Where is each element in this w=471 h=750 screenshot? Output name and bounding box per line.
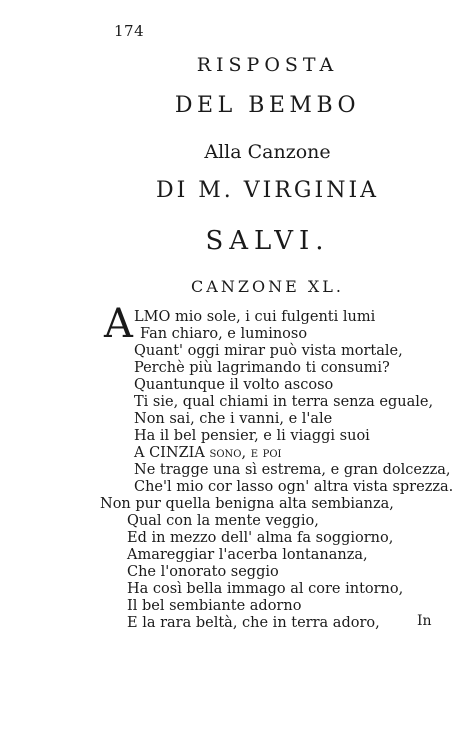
title-line-4: DI M. VIRGINIA (155, 178, 380, 203)
poem-line: Perchè più lagrimando ti consumi? (134, 360, 390, 376)
poem-line: Che l'onorato seggio (127, 564, 279, 580)
poem-line: Quantunque il volto ascoso (134, 377, 334, 393)
poem-line: Qual con la mente veggio, (127, 513, 319, 529)
poem-line: Ed in mezzo dell' alma fa soggiorno, (127, 530, 394, 546)
poem-line: Ha il bel pensier, e li viaggi suoi (134, 428, 370, 444)
title-line-5: SALVI. (205, 226, 330, 256)
title-line-2: DEL BEMBO (174, 93, 361, 118)
poem-line: Ti sie, qual chiami in terra senza eguale, (134, 394, 434, 410)
poem-line: Che'l mio cor lasso ogn' altra vista sprezza. (134, 479, 454, 495)
title-line-1: RISPOSTA (196, 54, 339, 76)
canzone-heading: CANZONE XL. (191, 277, 344, 296)
poem-line: Non sai, che i vanni, e l'ale (134, 411, 333, 427)
title-line-3: Alla Canzone (204, 141, 331, 163)
poem-line: A CINZIA sono, e poi (134, 445, 282, 461)
poem-line: Il bel sembiante adorno (127, 598, 302, 614)
poem-line: LMO mio sole, i cui fulgenti lumi (134, 309, 376, 325)
poem-line: E la rara beltà, che in terra adoro, (127, 615, 380, 631)
drop-cap: A (104, 301, 133, 347)
poem-line: Amareggiar l'acerba lontananza, (127, 547, 368, 563)
poem-line: Fan chiaro, e luminoso (140, 326, 308, 342)
poem-line: Quant' oggi mirar può vista mortale, (134, 343, 403, 359)
poem-line: Ne tragge una sì estrema, e gran dolcezza, (134, 462, 451, 478)
poem-line: Ha così bella immago al core intorno, (127, 581, 404, 597)
page-number: 174 (114, 22, 145, 40)
poem-line: Non pur quella benigna alta sembianza, (100, 496, 394, 512)
catchword: In (417, 613, 432, 629)
